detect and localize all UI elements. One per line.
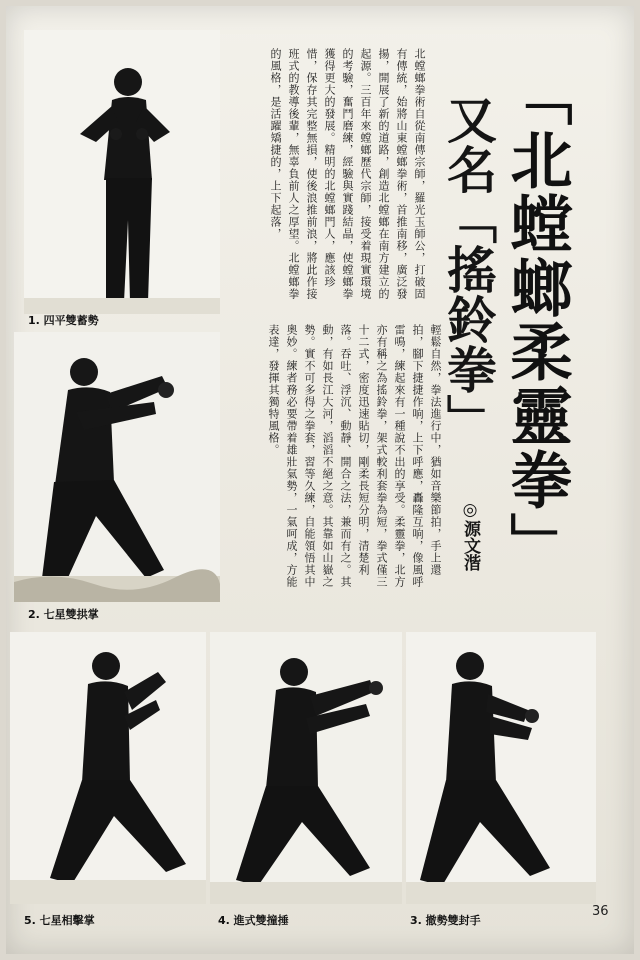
photo-advance-double-strike: [210, 632, 402, 904]
article-title: 「北螳螂柔靈拳」: [500, 64, 573, 576]
caption-photo-1: 1. 四平雙蓄勢: [28, 314, 99, 327]
caption-photo-5: 5. 七星相擊掌: [24, 914, 95, 927]
paragraph-upper: 北螳螂拳術自從南傳宗師，羅光玉師公，打破固有傳統，始將山東螳螂拳術，首推南移，廣泛發揚，開展了新的道路，創造北螳螂在南方建立的起源。三百年來螳螂歷代宗師，接受着現實環境的考驗，奮鬥磨練，經驗與實踐結晶，使螳螂拳獲得更大的發展。精明的北螳螂門人，應該珍惜，保存其完整無損，使後浪推前浪，將此作接班式的教導後輩，無辜負前人之厚望。北螳螂拳的風格，是活躍矯捷的，上下起落，: [269, 48, 426, 300]
article-body-upper: [232, 48, 428, 304]
figure-standing-image: [24, 30, 220, 314]
caption-photo-3: 3. 撤勢雙封手: [410, 914, 481, 927]
photo-four-level-stance: [24, 30, 220, 314]
article-body-lower: [224, 324, 444, 592]
caption-photo-2: 2. 七星雙拱掌: [28, 608, 99, 621]
photo-seven-star-strike: [10, 632, 206, 904]
figure-retreat-image: [406, 632, 596, 904]
figure-advance-image: [210, 632, 402, 904]
article-subtitle: 又名「搖鈴拳」: [439, 94, 497, 444]
caption-photo-4: 4. 進式雙撞捶: [218, 914, 289, 927]
figure-seven-star-image: [14, 332, 220, 602]
magazine-page: [6, 6, 634, 954]
photo-retreat-double-seal: [406, 632, 596, 904]
figure-strike-image: [10, 632, 206, 904]
photo-seven-star-palms: [14, 332, 220, 602]
article-author: ◎源文湝: [460, 500, 480, 571]
paragraph-lower: 輕鬆自然，拳法進行中，猶如音樂節拍，手上還拍，腳下捷捷作响，上下呼應，轟隆互响，像風呼雷鳴，練起來有一種說不出的享受。柔靈拳，北方亦有稱之為搖鈴拳，架式較利套拳為短，拳式僅三十二式，密度迅速貼切，剛柔長短分明，清楚利落。吞吐、浮沉、動靜、開合之法，兼而有之。其動，有如長江大河，滔滔不絕之意。其靠如山嶽之勢。實不可多得之拳套，習等久練，自能領悟其中奧妙。練者務必要帶着雄壯氣勢，一氣呵成，方能表達，發揮其獨特風格。: [267, 324, 442, 588]
page-number: 36: [592, 904, 609, 919]
